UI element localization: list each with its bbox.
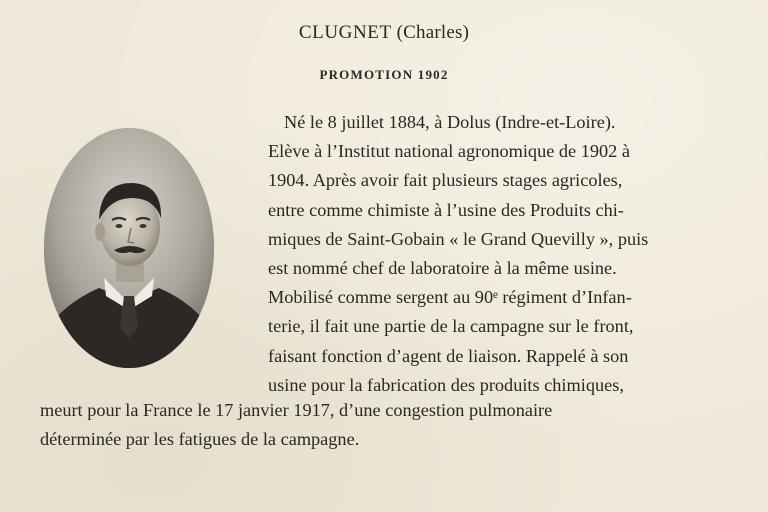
text-line: miques de Saint-Gobain « le Grand Quevilly », puis [268,228,649,249]
text-line: entre comme chimiste à l’usine des Produits chi- [268,199,624,220]
text-line: Elève à l’Institut national agronomique de 1902 à [268,141,630,162]
biography-full-width-text [40,396,552,454]
promotion-subtitle: PROMOTION 1902 [319,67,449,82]
page-title [0,22,768,44]
text-line: Né le 8 juillet 1884, à Dolus (Indre-et-Loire). [284,112,616,132]
text-line: terie, il fait une partie de la campagne sur le front, [268,316,634,337]
text-line: Mobilisé comme sergent au 90ᵉ régiment d’Infan- [268,287,632,308]
text-line: meurt pour la France le 17 janvier 1917, d’une congestion pulmonaire [40,400,553,420]
given-name: (Charles) [396,22,470,43]
surname: CLUGNET [298,22,392,43]
text-line: 1904. Après avoir fait plusieurs stages agricoles, [268,170,623,191]
text-line: déterminée par les fatigues de la campagne. [40,429,360,450]
text-line: faisant fonction d’agent de liaison. Rappelé à son [268,345,629,366]
portrait-illustration [44,128,214,368]
biography-wrapped-text [268,108,648,400]
text-line: usine pour la fabrication des produits chimiques, [268,374,624,395]
portrait-photo [44,128,214,368]
text-line: est nommé chef de laboratoire à la même usine. [268,258,617,279]
